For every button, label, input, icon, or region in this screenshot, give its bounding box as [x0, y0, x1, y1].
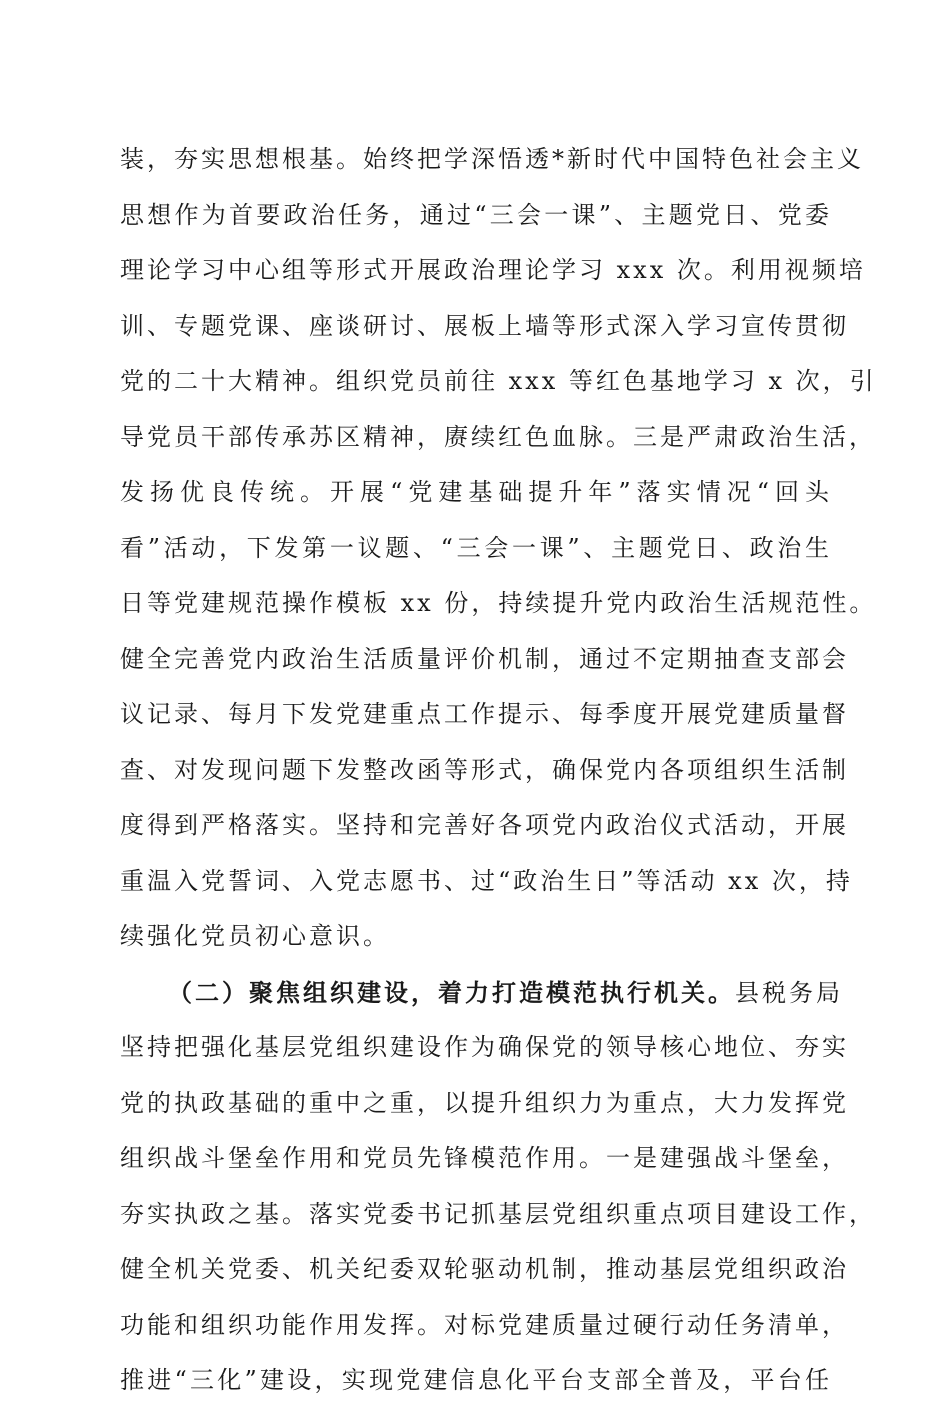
text-line: 健全完善党内政治生活质量评价机制，通过不定期抽查支部会 [120, 644, 849, 673]
text-line: 党的执政基础的重中之重，以提升组织力为重点，大力发挥党 [120, 1088, 849, 1117]
text-line: 重温入党誓词、入党志愿书、过“政治生日”等活动 xx 次，持 [120, 866, 853, 895]
section-heading-line [120, 965, 843, 1021]
text-line: 健全机关党委、机关纪委双轮驱动机制，推动基层党组织政治 [120, 1255, 849, 1283]
paragraph-1 [120, 132, 877, 965]
text-line: 功能和组织功能作用发挥。对标党建质量过硬行动任务清单， [120, 1310, 849, 1339]
heading-line-text: 县税务局 [735, 978, 843, 1007]
text-line: 思想作为首要政治任务，通过“三会一课”、主题党日、党委 [120, 200, 832, 229]
text-line: 党的二十大精神。组织党员前往 xxx 等红色基地学习 x 次，引 [120, 367, 877, 395]
text-line: 训、专题党课、座谈研讨、展板上墙等形式深入学习宣传贯彻 [120, 311, 849, 340]
text-line: 装，夯实思想根基。始终把学深悟透*新时代中国特色社会主义 [120, 145, 864, 173]
text-line: 坚持把强化基层党组织建设作为确保党的领导核心地位、夯实 [120, 1033, 849, 1061]
text-line: 推进“三化”建设，实现党建信息化平台支部全普及，平台任 [120, 1366, 832, 1394]
body-text [120, 132, 877, 1409]
text-line: 发扬优良传统。开展“党建基础提升年”落实情况“回头 [120, 478, 832, 506]
text-line: 度得到严格落实。坚持和完善好各项党内政治仪式活动，开展 [120, 811, 849, 839]
text-line: 续强化党员初心意识。 [120, 922, 390, 950]
text-line: 夯实执政之基。落实党委书记抓基层党组织重点项目建设工作， [120, 1199, 876, 1228]
text-line: 组织战斗堡垒作用和党员先锋模范作用。一是建强战斗堡垒， [120, 1144, 849, 1172]
text-line: 日等党建规范操作模板 xx 份，持续提升党内政治生活规范性。 [120, 589, 877, 617]
text-line: 议记录、每月下发党建重点工作提示、每季度开展党建质量督 [120, 700, 849, 728]
text-line: 导党员干部传承苏区精神，赓续红色血脉。三是严肃政治生活， [120, 422, 876, 451]
section-heading: （二）聚焦组织建设，着力打造模范执行机关。 [168, 977, 735, 1007]
text-line: 查、对发现问题下发整改函等形式，确保党内各项组织生活制 [120, 755, 849, 784]
text-line: 理论学习中心组等形式开展政治理论学习 xxx 次。利用视频培 [120, 256, 866, 284]
text-line: 看”活动，下发第一议题、“三会一课”、主题党日、政治生 [120, 533, 832, 562]
paragraph-2 [120, 965, 876, 1409]
